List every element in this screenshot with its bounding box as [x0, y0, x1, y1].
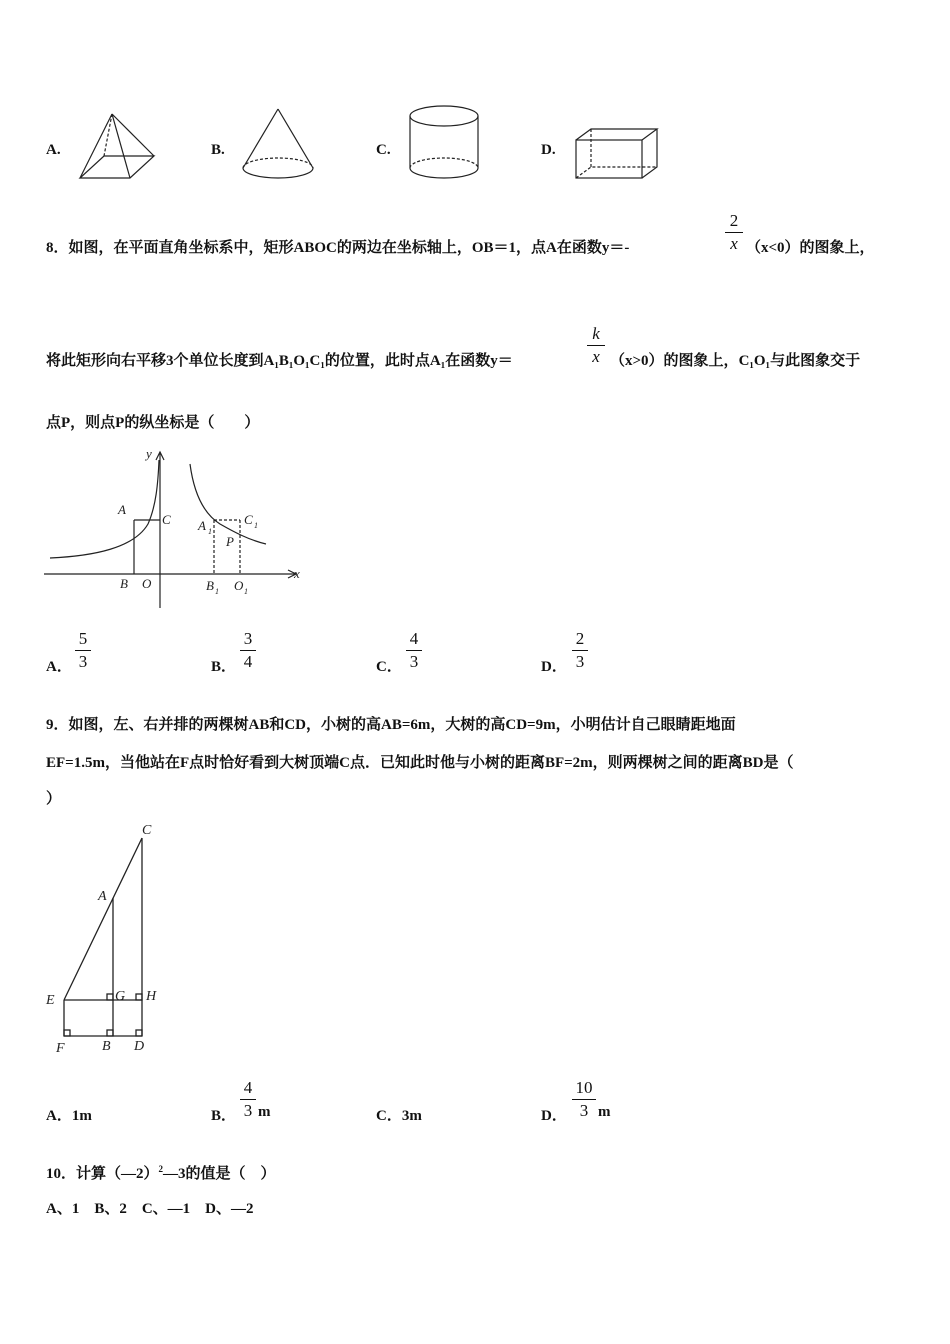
fig-label-c: C	[142, 823, 152, 838]
q8-stem-line1-end: （x<0）的图象上，	[746, 240, 875, 256]
q9-option-d-label: D．	[541, 1108, 567, 1124]
q7-option-b-label: B.	[211, 142, 225, 158]
fig-label-e: E	[46, 993, 55, 1008]
q9-option-a: A．1m	[46, 1108, 92, 1124]
graph-label-c1-sub: 1	[254, 521, 258, 530]
q8-option-a-fraction: 5 3	[75, 630, 91, 671]
q9-option-b-fraction: 4 3	[240, 1079, 256, 1120]
cone-figure	[240, 106, 316, 182]
cylinder-figure	[406, 102, 482, 184]
graph-label-c1: C	[244, 512, 253, 527]
q9-trees-figure	[42, 820, 166, 1060]
fig-label-b: B	[102, 1039, 111, 1054]
graph-label-b1: B	[206, 578, 214, 593]
fig-label-h: H	[146, 989, 157, 1004]
q8-option-d-fraction: 2 3	[572, 630, 588, 671]
q9-option-b-label: B．	[211, 1108, 237, 1124]
q8-stem-line2-end: （x>0）的图象上，C₁O₁与此图象交于	[610, 353, 861, 369]
q8-stem-line3: 点P，则点P的纵坐标是（ ）	[46, 415, 260, 431]
graph-label-o: O	[142, 576, 152, 591]
q7-option-c-label: C.	[376, 142, 391, 158]
q8-option-c-fraction: 4 3	[406, 630, 422, 671]
graph-label-p: P	[226, 534, 234, 549]
fig-label-g: G	[115, 989, 126, 1004]
q10-options: A、1 B、2 C、—1 D、—2	[46, 1201, 254, 1217]
q9-stem-line2: EF=1.5m，当他站在F点时恰好看到大树顶端C点．已知此时他与小树的距离BF=2m，则两棵树之间的距离BD是（	[46, 755, 794, 771]
q8-option-c-label: C．	[376, 659, 402, 675]
graph-label-x: x	[294, 566, 300, 581]
graph-label-b1-sub: 1	[215, 587, 219, 596]
q9-stem-line3: ）	[46, 791, 62, 807]
q7-option-a-label: A.	[46, 142, 61, 158]
fig-label-d: D	[134, 1039, 145, 1054]
q8-line1-fraction: 2 x	[725, 212, 743, 253]
q8-option-b-label: B．	[211, 659, 237, 675]
graph-label-o1-sub: 1	[244, 587, 248, 596]
q9-option-d-fraction: 10 3	[572, 1079, 596, 1120]
q9-option-b-unit: m	[258, 1104, 271, 1120]
q8-option-a-label: A．	[46, 659, 72, 675]
q8-line2-fraction: k x	[587, 325, 605, 366]
q8-option-d-label: D．	[541, 659, 567, 675]
q7-option-d-label: D.	[541, 142, 556, 158]
fig-label-f: F	[56, 1041, 65, 1056]
graph-label-b: B	[120, 576, 128, 591]
q10-stem: 10．计算（—2）$^2$—3的值是（ ）	[46, 1164, 276, 1182]
q8-coordinate-graph	[44, 444, 306, 610]
q9-option-c: C．3m	[376, 1108, 422, 1124]
q8-stem-line2: 将此矩形向右平移3个单位长度到A₁B₁O₁C₁的位置，此时点A₁在函数y＝	[46, 353, 513, 369]
cuboid-figure	[573, 126, 661, 184]
q9-stem-line1: 9．如图，左、右并排的两棵树AB和CD，小树的高AB=6m，大树的高CD=9m，小明估计自己眼睛距地面	[46, 717, 736, 733]
graph-label-y: y	[146, 446, 152, 461]
graph-label-c: C	[162, 512, 171, 527]
graph-label-a1: A	[198, 518, 206, 533]
pyramid-figure	[76, 110, 158, 182]
q9-option-d-unit: m	[598, 1104, 611, 1120]
graph-label-a1-sub: 1	[208, 527, 212, 536]
q8-option-b-fraction: 3 4	[240, 630, 256, 671]
q8-stem-line1: 8．如图，在平面直角坐标系中，矩形ABOC的两边在坐标轴上，OB＝1，点A在函数y＝-	[46, 240, 630, 256]
graph-label-a: A	[118, 502, 126, 517]
graph-label-o1: O	[234, 578, 244, 593]
fig-label-a: A	[98, 889, 107, 904]
